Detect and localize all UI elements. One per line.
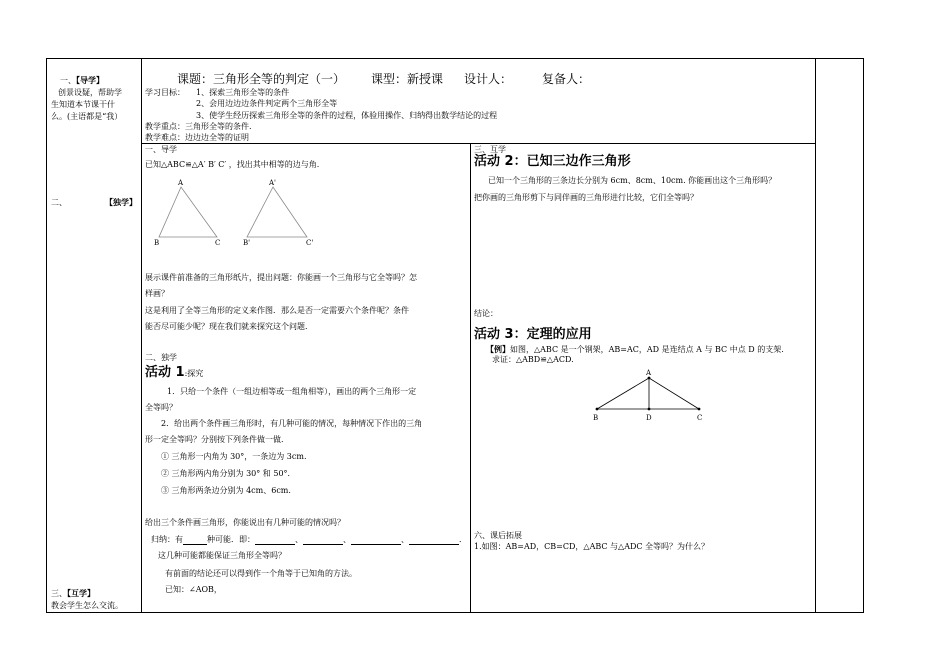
- cond-2: ② 三角形两内角分别为 30° 和 50°．: [161, 469, 296, 478]
- triangle-abc: [159, 187, 217, 237]
- q5: 有前面的结论还可以得到作一个角等于已知角的方法。: [165, 569, 357, 578]
- blank-count: [183, 536, 207, 545]
- activity3-heading: 活动 3：定理的应用: [474, 327, 592, 342]
- fig-label-d: D: [646, 414, 652, 422]
- right-column-divider: [815, 58, 816, 613]
- table-top-border: [46, 58, 864, 59]
- para2-line1: 这是利用了全等三角形的定义来作图．那么是否一定需要六个条件呢？条件: [145, 306, 409, 315]
- conclusion-label: 结论：: [474, 309, 498, 318]
- blank-2: [303, 536, 343, 545]
- right-sec6-title: 六、课后拓展: [474, 531, 522, 540]
- activity1-heading: 活动 1:探究: [145, 365, 204, 380]
- fig-label-b: B: [593, 414, 599, 422]
- steel-frame-figure: [585, 366, 715, 428]
- left-sec2-heading: 二、 【独学】: [51, 197, 137, 207]
- prove-line: 求证：△ABD≌△ACD.: [492, 355, 574, 364]
- goal-1: 1、探索三角形全等的条件: [196, 88, 290, 97]
- q1-line1: 1．只给一个条件（一组边相等或一组角相等），画出的两个三角形一定: [167, 387, 417, 396]
- right-sec3-title: 三、互学: [474, 145, 506, 154]
- triangle-abc-prime: [247, 187, 307, 237]
- q4: 这几种可能都能保证三角形全等吗？: [158, 551, 286, 560]
- left-sec1-desc-2: 生知道本节课干什: [51, 100, 115, 109]
- act2-q-line1: 已知一个三角形的三条边长分别为 6cm、8cm、10cm. 你能画出这个三角形吗？: [488, 176, 777, 185]
- blank-4: [409, 536, 459, 545]
- middle-column-divider: [470, 143, 471, 613]
- para2-line2: 能否尽可能少呢？现在我们就来探究这个问题．: [145, 322, 313, 331]
- header-lesson-type: 课型：新授课: [371, 72, 444, 86]
- goals-label: 学习目标：: [145, 88, 185, 97]
- mid-sec1-title: 一、导学: [145, 145, 177, 154]
- table-left-border: [46, 58, 47, 613]
- q2-line1: 2．给出两个条件画三角形时，有几种可能的情况，每种情况下作出的三角: [161, 419, 423, 428]
- table-right-border: [863, 58, 864, 613]
- cond-3: ③ 三角形两条边分别为 4cm、6cm.: [161, 486, 291, 495]
- fig-label-c: C: [697, 414, 703, 422]
- fig-label-a: A: [646, 369, 652, 377]
- header-reviewer: 复备人：: [542, 72, 591, 86]
- left-column-divider: [141, 58, 142, 613]
- known: 已知：∠AOB，: [165, 585, 222, 594]
- right-sec6-question: 1.如图：AB=AD，CB=CD，△ABC 与△ADC 全等吗？为什么？: [474, 542, 710, 551]
- label-a-prime: A': [269, 179, 276, 187]
- mid-sec1-question: 已知△ABC≌△A′ B′ C′ ，找出其中相等的边与角.: [145, 160, 320, 169]
- left-sec3-heading: 三、【互学】: [51, 588, 95, 598]
- example-line: 【例】如图，△ABC 是一个钢架，AB=AC，AD 是连结点 A 与 BC 中点 D 的支架.: [486, 344, 784, 354]
- blank-1: [255, 536, 295, 545]
- label-b: B: [154, 239, 160, 247]
- goal-2: 2、会用边边边条件判定两个三角形全等: [196, 99, 338, 108]
- q1-line2: 全等吗？: [145, 403, 177, 412]
- header-designer: 设计人：: [464, 72, 513, 86]
- difficulty: 教学难点：边边边全等的证明: [145, 133, 249, 142]
- left-sec1-heading: 一、【导学】: [60, 75, 104, 85]
- left-sec3-desc: 教会学生怎么交流。: [51, 601, 123, 610]
- cond-1: ① 三角形一内角为 30°，一条边为 3cm.: [161, 452, 307, 461]
- segment-ab: [597, 378, 649, 409]
- activity2-heading: 活动 2：已知三边作三角形: [474, 154, 631, 169]
- key-point: 教学重点：三角形全等的条件.: [145, 122, 252, 131]
- left-sec1-desc-1: 创景设疑，帮助学: [58, 88, 122, 97]
- label-c-prime: C': [306, 239, 314, 247]
- left-sec1-desc-3: 么。(主语都是“我）: [51, 112, 123, 121]
- q3: 给出三个条件画三角形，你能说出有几种可能的情况吗？: [145, 518, 345, 527]
- mid-sec2-title: 二、独学: [145, 353, 177, 362]
- label-a: A: [178, 179, 184, 187]
- header-topic: 课题：三角形全等的判定（一）: [177, 72, 346, 86]
- q2-line2: 形一定全等吗？分别按下列条件做一做．: [145, 435, 289, 444]
- blank-3: [351, 536, 401, 545]
- para1-line2: 样画？: [145, 289, 169, 298]
- act2-q-line2: 把你画的三角形剪下与同伴画的三角形进行比较，它们全等吗？: [474, 193, 698, 202]
- label-c: C: [215, 239, 221, 247]
- goal-3: 3、使学生经历探索三角形全等的条件的过程，体验用操作、归纳得出数学结论的过程: [196, 111, 498, 120]
- para1-line1: 展示课件前准备的三角形纸片，提出问题：你能画一个三角形与它全等吗？怎: [145, 273, 417, 282]
- segment-ac: [649, 378, 699, 409]
- table-bottom-border: [46, 612, 864, 613]
- summary-line: 归纳：有 种可能．即： 、 、 、 ．: [151, 535, 467, 544]
- congruent-triangles-figure: [145, 175, 325, 250]
- label-b-prime: B': [243, 239, 251, 247]
